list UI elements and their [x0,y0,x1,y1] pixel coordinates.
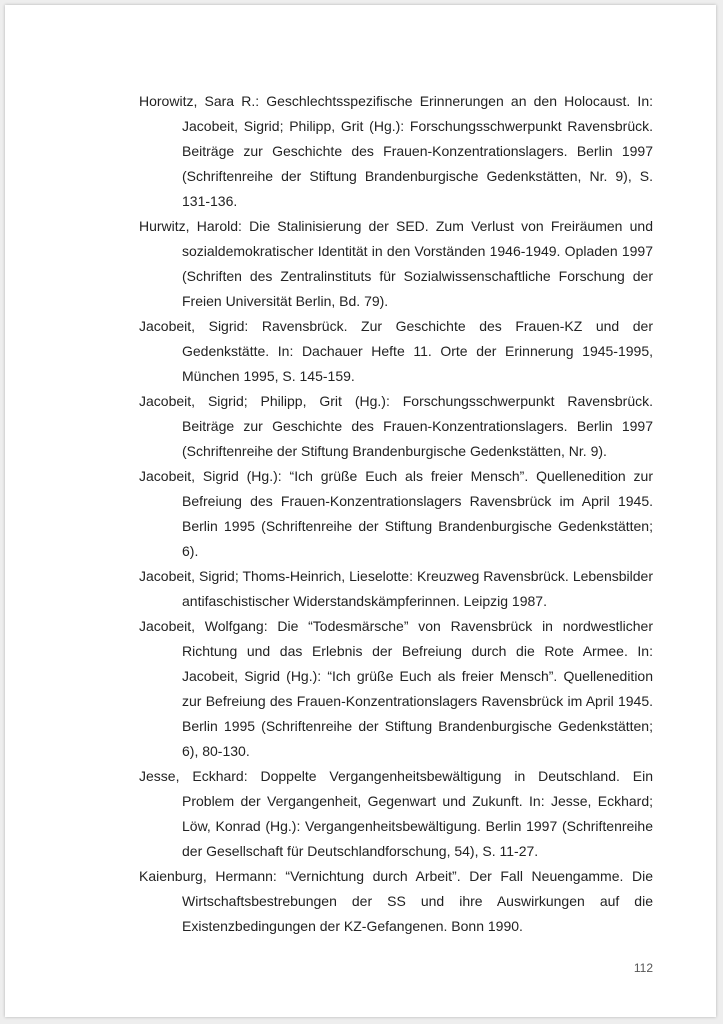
document-page [5,5,716,1017]
bibliography-entry: Jacobeit, Wolfgang: Die “Todesmärsche” von Ravensbrück in nordwestlicher Richtung und das Erlebnis der Befreiung durch die Rote Armee. In: Jacobeit, Sigrid (Hg.): “Ich grüße Euch als freier Mensch”. Quellenedition zur Befreiung des Frauen-Konzentrationslagers Ravensbrück im April 1945. Berlin 1995 (Schriftenreihe der Stiftung Brandenburgische Gedenkstätten; 6), 80-130. [139,618,653,759]
bibliography-entry: Kaienburg, Hermann: “Vernichtung durch Arbeit”. Der Fall Neuengamme. Die Wirtschaftsbestrebungen der SS und ihre Auswirkungen auf die Existenzbedingungen der KZ-Gefangenen. Bonn 1990. [139,868,653,934]
bibliography-entry: Jacobeit, Sigrid: Ravensbrück. Zur Geschichte des Frauen-KZ und der Gedenkstätte. In: Dachauer Hefte 11. Orte der Erinnerung 1945-1995, München 1995, S. 145-159. [139,318,653,384]
page-number: 112 [633,961,653,975]
bibliography-entry: Hurwitz, Harold: Die Stalinisierung der SED. Zum Verlust von Freiräumen und sozialdemokratischer Identität in den Vorständen 1946-1949. Opladen 1997 (Schriften des Zentralinstituts für Sozialwissenschaftliche Forschung der Freien Universität Berlin, Bd. 79). [139,218,653,309]
bibliography-entry: Jesse, Eckhard: Doppelte Vergangenheitsbewältigung in Deutschland. Ein Problem der Vergangenheit, Gegenwart und Zukunft. In: Jesse, Eckhard; Löw, Konrad (Hg.): Vergangenheitsbewältigung. Berlin 1997 (Schriftenreihe der Gesellschaft für Deutschlandforschung, 54), S. 11-27. [139,768,653,859]
bibliography-entry: Horowitz, Sara R.: Geschlechtsspezifische Erinnerungen an den Holocaust. In: Jacobeit, Sigrid; Philipp, Grit (Hg.): Forschungsschwerpunkt Ravensbrück. Beiträge zur Geschichte des Frauen-Konzentrationslagers. Berlin 1997 (Schriftenreihe der Stiftung Brandenburgische Gedenkstätten, Nr. 9), S. 131-136. [139,93,653,209]
bibliography-entry: Jacobeit, Sigrid; Thoms-Heinrich, Lieselotte: Kreuzweg Ravensbrück. Lebensbilder antifaschistischer Widerstandskämpferinnen. Leipzig 1987. [139,568,653,609]
bibliography-entry: Jacobeit, Sigrid; Philipp, Grit (Hg.): Forschungsschwerpunkt Ravensbrück. Beiträge zur Geschichte des Frauen-Konzentrationslagers. Berlin 1997 (Schriftenreihe der Stiftung Brandenburgische Gedenkstätten, Nr. 9). [139,393,653,459]
bibliography-list [139,89,653,939]
bibliography-entry: Jacobeit, Sigrid (Hg.): “Ich grüße Euch als freier Mensch”. Quellenedition zur Befreiung des Frauen-Konzentrationslagers Ravensbrück im April 1945. Berlin 1995 (Schriftenreihe der Stiftung Brandenburgische Gedenkstätten; 6). [139,468,653,559]
